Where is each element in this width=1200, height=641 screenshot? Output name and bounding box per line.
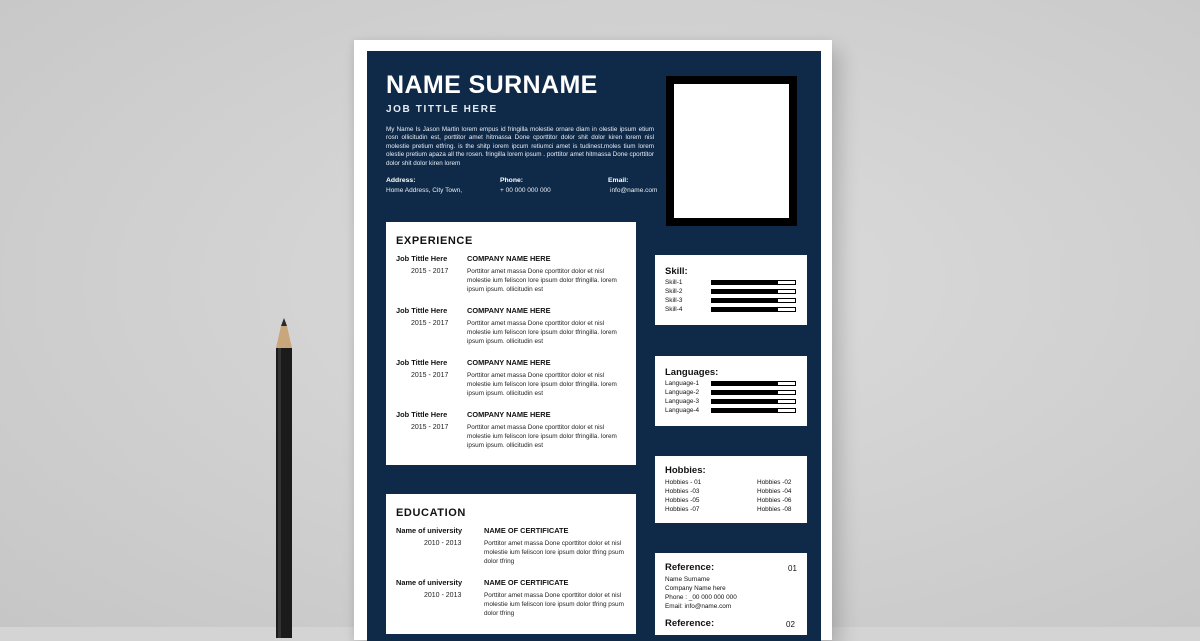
experience-dates: 2015 - 2017 bbox=[411, 268, 449, 275]
education-description: Porttitor amet massa Done cporttitor dolor et nisl molestie ium feliscon lore ipsum dolor tfring psum dolor tfring bbox=[484, 540, 624, 566]
experience-company: COMPANY NAME HERE bbox=[467, 306, 551, 315]
language-bar bbox=[711, 390, 796, 395]
skills-title: Skill: bbox=[665, 266, 688, 277]
reference-number: 02 bbox=[786, 620, 795, 629]
language-bar bbox=[711, 381, 796, 386]
hobby-item: Hobbies -05 bbox=[665, 497, 700, 504]
experience-title: EXPERIENCE bbox=[396, 235, 473, 247]
education-university: Name of university bbox=[396, 578, 463, 587]
skill-label: Skill-1 bbox=[665, 279, 683, 286]
address-label: Address: bbox=[386, 177, 416, 184]
experience-job-title: Job Tittle Here bbox=[396, 254, 448, 263]
hobby-item: Hobbies -03 bbox=[665, 488, 700, 495]
experience-company: COMPANY NAME HERE bbox=[467, 358, 551, 367]
experience-company: COMPANY NAME HERE bbox=[467, 254, 551, 263]
language-label: Language-4 bbox=[665, 407, 700, 414]
language-label: Language-1 bbox=[665, 380, 700, 387]
hobby-item: Hobbies -06 bbox=[757, 497, 792, 504]
reference-title: Reference: bbox=[665, 618, 715, 629]
experience-dates: 2015 - 2017 bbox=[411, 320, 449, 327]
reference-name: Name Surname bbox=[665, 576, 710, 583]
reference-number: 01 bbox=[788, 564, 797, 573]
experience-description: Porttitor amet massa Done cporttitor dolor et nisl molestie ium feliscon lore ipsum dolor tfringilla. lorem ipsum ipsum. ollicitudin est bbox=[467, 372, 617, 398]
pencil-image bbox=[272, 318, 296, 638]
education-certificate: NAME OF CERTIFICATE bbox=[484, 526, 569, 535]
hobby-item: Hobbies -07 bbox=[665, 506, 700, 513]
resume-bio: My Name Is Jason Martin lorem empus id fringilla molestie ornare diam in olestie ipsum etium rosn ollicitudin est, porttitor amet hitmassa Done cporttitor dolor shit dolor kiren lorem nisl molestie pretium etfring. is the shitp iorem ipcum retiumci amet is tudinest.moles tium lorem olestie pretium apaza all the rosen. fringilla lorem ipsum . porttitor amet hitmassa Done cporttitor dolor shit dolor kiren lorem bbox=[386, 126, 654, 167]
language-label: Language-3 bbox=[665, 398, 700, 405]
phone-value: + 00 000 000 000 bbox=[500, 187, 551, 194]
experience-dates: 2015 - 2017 bbox=[411, 424, 449, 431]
skill-bar bbox=[711, 280, 796, 285]
experience-description: Porttitor amet massa Done cporttitor dolor et nisl molestie ium feliscon lore ipsum dolor tfringilla. lorem ipsum ipsum. ollicitudin est bbox=[467, 268, 617, 294]
experience-description: Porttitor amet massa Done cporttitor dolor et nisl molestie ium feliscon lore ipsum dolor tfringilla. lorem ipsum ipsum. ollicitudin est bbox=[467, 424, 617, 450]
experience-job-title: Job Tittle Here bbox=[396, 410, 448, 419]
language-bar bbox=[711, 399, 796, 404]
education-dates: 2010 - 2013 bbox=[424, 540, 462, 547]
hobby-item: Hobbies -08 bbox=[757, 506, 792, 513]
email-value: info@name.com bbox=[610, 187, 658, 194]
experience-job-title: Job Tittle Here bbox=[396, 306, 448, 315]
reference-email: Email: info@name.com bbox=[665, 603, 732, 610]
experience-company: COMPANY NAME HERE bbox=[467, 410, 551, 419]
education-title: EDUCATION bbox=[396, 507, 466, 519]
resume-name: NAME SURNAME bbox=[386, 71, 598, 99]
language-bar bbox=[711, 408, 796, 413]
resume-job-title: JOB TITTLE HERE bbox=[386, 104, 498, 115]
education-university: Name of university bbox=[396, 526, 463, 535]
experience-dates: 2015 - 2017 bbox=[411, 372, 449, 379]
languages-title: Languages: bbox=[665, 367, 719, 378]
skill-bar bbox=[711, 307, 796, 312]
reference-title: Reference: bbox=[665, 562, 715, 573]
skill-bar bbox=[711, 289, 796, 294]
email-label: Email: bbox=[608, 177, 629, 184]
hobbies-title: Hobbies: bbox=[665, 465, 706, 476]
address-value: Home Address, City Town, bbox=[386, 187, 463, 194]
skill-bar bbox=[711, 298, 796, 303]
education-certificate: NAME OF CERTIFICATE bbox=[484, 578, 569, 587]
photo-placeholder bbox=[666, 76, 797, 226]
phone-label: Phone: bbox=[500, 177, 524, 184]
skill-label: Skill-3 bbox=[665, 297, 683, 304]
hobby-item: Hobbies -04 bbox=[757, 488, 792, 495]
education-description: Porttitor amet massa Done cporttitor dolor et nisl molestie ium feliscon lore ipsum dolor tfring psum dolor tfring bbox=[484, 592, 624, 618]
skill-label: Skill-2 bbox=[665, 288, 683, 295]
hobby-item: Hobbies - 01 bbox=[665, 479, 702, 486]
skill-label: Skill-4 bbox=[665, 306, 683, 313]
education-dates: 2010 - 2013 bbox=[424, 592, 462, 599]
experience-description: Porttitor amet massa Done cporttitor dolor et nisl molestie ium feliscon lore ipsum dolor tfringilla. lorem ipsum ipsum. ollicitudin est bbox=[467, 320, 617, 346]
language-label: Language-2 bbox=[665, 389, 700, 396]
reference-phone: Phone : _00 000 000 000 bbox=[665, 594, 737, 601]
reference-company: Company Name here bbox=[665, 585, 726, 592]
experience-job-title: Job Tittle Here bbox=[396, 358, 448, 367]
hobby-item: Hobbies -02 bbox=[757, 479, 792, 486]
